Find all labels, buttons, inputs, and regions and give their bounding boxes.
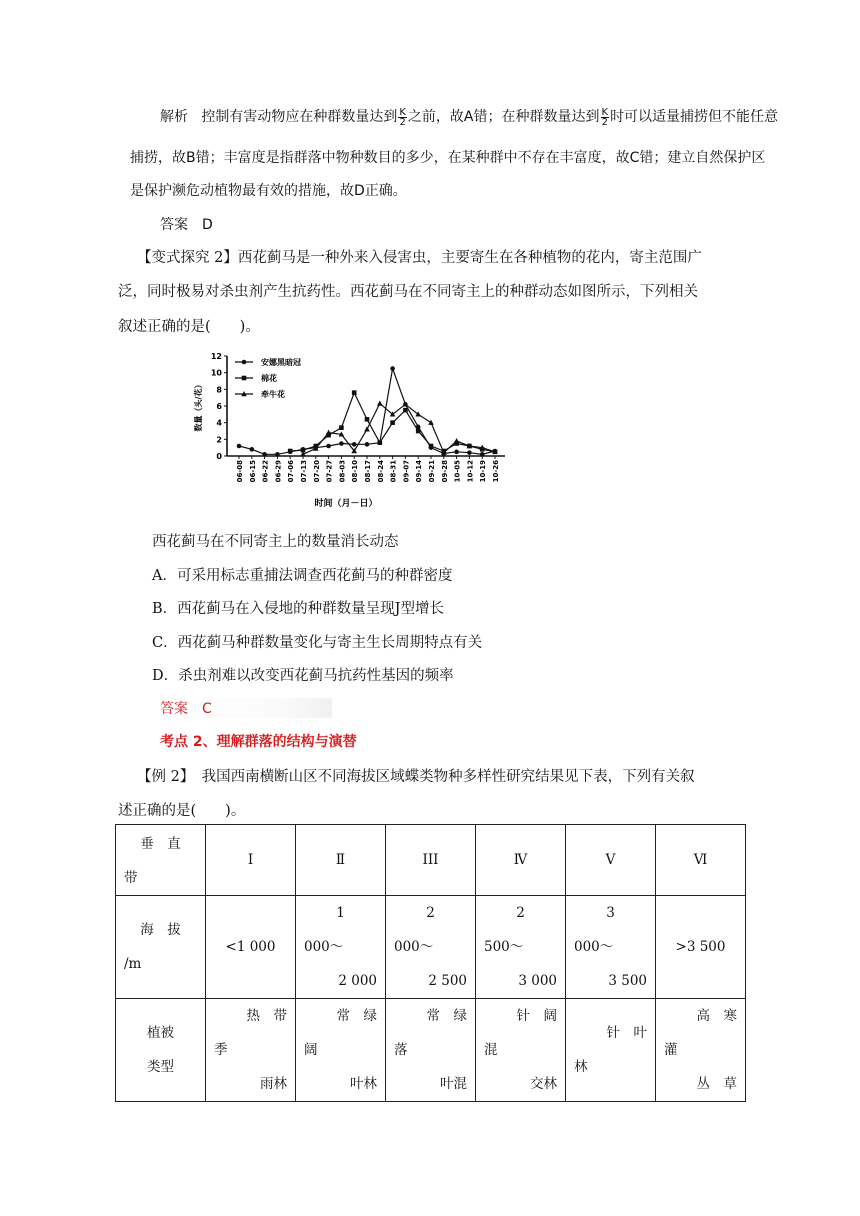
zone-5: Ⅴ <box>566 825 656 896</box>
y-tick-label: 12 <box>210 352 222 361</box>
answer-d: 答案 D <box>160 217 213 233</box>
variant-line-1: 【变式探究 2】西花蓟马是一种外来入侵害虫，主要寄生在各种植物的花内，寄主范围广 <box>137 250 702 266</box>
header-label-cell <box>116 825 206 896</box>
data-point <box>262 452 267 457</box>
chart-legend <box>235 357 301 399</box>
altitude-label-2: /m <box>124 956 142 972</box>
answer-c: 答案 C <box>160 698 332 718</box>
x-tick-label: 06-22 <box>261 460 270 483</box>
veg-label-2: 类型 <box>147 1059 174 1075</box>
butterfly-diversity-table <box>115 824 746 1102</box>
example-line-1: 【例 2】 我国西南横断山区不同海拔区域蝶类物种多样性研究结果见下表，下列有关叙 <box>137 769 695 785</box>
legend-label: 安娜黑暗冠 <box>261 358 301 367</box>
x-tick-label: 06-15 <box>248 460 257 483</box>
data-point <box>480 452 485 457</box>
altitude-cell: >3 500 <box>656 896 746 999</box>
x-tick-label: 06-29 <box>274 460 283 483</box>
data-point <box>467 450 472 455</box>
analysis-line-1 <box>160 106 778 127</box>
zone-4: Ⅳ <box>476 825 566 896</box>
y-tick-label: 10 <box>210 368 222 378</box>
x-tick-label: 10-12 <box>466 460 475 483</box>
k-over-2-fraction-2: $\frac{K}{2}$ <box>601 106 609 128</box>
x-tick-label: 08-17 <box>364 460 372 483</box>
x-tick-label: 07-06 <box>287 460 296 483</box>
data-point <box>429 444 434 449</box>
zone-6: Ⅵ <box>656 825 746 896</box>
data-point <box>352 390 357 395</box>
x-tick-label: 07-27 <box>325 460 334 483</box>
y-tick-label: 0 <box>216 452 222 461</box>
y-tick-label: 8 <box>216 385 222 395</box>
data-point <box>390 420 395 425</box>
veg-cell: 针 叶 林 <box>566 999 656 1102</box>
x-tick-label: 10-19 <box>479 460 488 483</box>
table-row-altitude <box>116 896 746 999</box>
data-point <box>250 447 255 452</box>
option-a: A．可采用标志重捕法调查西花蓟马的种群密度 <box>152 568 453 584</box>
legend-label: 棉花 <box>261 374 277 383</box>
data-point <box>352 442 357 447</box>
zone-3: III <box>386 825 476 896</box>
header-label-2: 带 <box>124 870 138 886</box>
option-b: B．西花蓟马在入侵地的种群数量呈现J型增长 <box>152 601 444 617</box>
x-tick-label: 10-26 <box>492 460 500 483</box>
altitude-label-1: 海 拔 <box>140 922 181 938</box>
veg-cell: 高 寒 灌 丛 草 <box>656 999 746 1102</box>
altitude-label-cell <box>116 896 206 999</box>
analysis-line-3: 是保护濒危动植物最有效的措施，故D正确。 <box>130 183 407 199</box>
analysis-label: 解析 <box>160 109 188 125</box>
variant-line-3: 叙述正确的是( )。 <box>118 319 260 335</box>
x-tick-label: 08-31 <box>389 460 398 483</box>
chart-axes <box>193 352 505 509</box>
data-point <box>365 417 370 422</box>
veg-cell: 常 绿 落 叶混 <box>386 999 476 1102</box>
analysis-text-c: 时可以适量捕捞但不能任意 <box>610 109 779 125</box>
veg-cell: 针 阔 混 交林 <box>476 999 566 1102</box>
table-row-vegetation <box>116 999 746 1102</box>
data-point <box>416 429 421 434</box>
section-heading: 考点 2、理解群落的结构与演替 <box>160 734 357 750</box>
x-tick-label: 06-08 <box>236 460 244 483</box>
altitude-cell: 1 000～ 2 000 <box>296 896 386 999</box>
k-over-2-fraction: $\frac{K}{2}$ <box>399 106 406 128</box>
example-line-2: 述正确的是( )。 <box>118 803 246 819</box>
data-point <box>275 452 280 457</box>
data-point <box>454 450 459 455</box>
data-point <box>365 442 370 447</box>
figure-caption: 西花蓟马在不同寄主上的数量消长动态 <box>152 534 399 550</box>
y-tick-label: 4 <box>216 418 222 428</box>
data-point <box>454 438 460 443</box>
data-point <box>378 440 383 445</box>
data-point <box>390 366 395 371</box>
veg-label-cell <box>116 999 206 1102</box>
zone-2: Ⅱ <box>296 825 386 896</box>
data-point <box>339 425 344 430</box>
veg-label-1: 植被 <box>147 1025 174 1041</box>
x-tick-label: 09-28 <box>440 460 449 483</box>
x-tick-label: 07-13 <box>300 460 308 483</box>
data-point <box>364 426 370 431</box>
x-tick-label: 08-10 <box>351 460 360 483</box>
altitude-cell: 2 500～ 3 000 <box>476 896 566 999</box>
analysis-line-2: 捕捞，故B错；丰富度是指群落中物种数目的多少，在某种群中不存在丰富度，故C错；建立自然保护区 <box>130 150 766 166</box>
data-point <box>242 360 247 365</box>
variant-line-2: 泛，同时极易对杀虫剂产生抗药性。西花蓟马在不同寄主上的种群动态如图所示，下列相关 <box>118 284 698 300</box>
legend-label: 牵牛花 <box>261 390 285 399</box>
x-tick-label: 10-05 <box>453 460 462 483</box>
x-tick-label: 07-20 <box>312 460 321 483</box>
x-tick-label: 08-24 <box>376 460 385 483</box>
data-point <box>242 376 247 381</box>
population-line-chart <box>185 348 515 520</box>
data-point <box>326 444 331 449</box>
altitude-cell: <1 000 <box>206 896 296 999</box>
y-axis-title: 数量（头/花） <box>194 380 203 432</box>
y-tick-label: 6 <box>216 402 222 411</box>
altitude-cell: 3 000～ 3 500 <box>566 896 656 999</box>
altitude-cell: 2 000～ 2 500 <box>386 896 476 999</box>
veg-cell: 热 带 季 雨林 <box>206 999 296 1102</box>
y-tick-label: 2 <box>216 435 222 445</box>
x-tick-label: 09-14 <box>415 460 424 483</box>
series-line <box>303 404 495 455</box>
x-tick-label: 09-21 <box>428 460 436 483</box>
option-d: D．杀虫剂难以改变西花蓟马抗药性基因的频率 <box>152 668 454 684</box>
data-point <box>339 441 344 446</box>
analysis-text-b: 之前，故A错；在种群数量达到 <box>407 109 600 125</box>
data-point <box>428 420 434 425</box>
data-point <box>326 430 332 435</box>
data-point <box>288 449 293 454</box>
x-axis-title: 时间（月－日） <box>314 499 378 509</box>
data-point <box>403 408 408 413</box>
header-label-1: 垂 直 <box>140 836 181 852</box>
option-c: C．西花蓟马种群数量变化与寄主生长周期特点有关 <box>152 635 483 651</box>
x-tick-label: 09-07 <box>402 460 411 483</box>
x-tick-label: 08-03 <box>338 460 347 483</box>
table-row-zone <box>116 825 746 896</box>
zone-1: Ⅰ <box>206 825 296 896</box>
analysis-text-a: 控制有害动物应在种群数量达到 <box>201 109 398 125</box>
data-point <box>377 401 383 406</box>
veg-cell: 常 绿 阔 叶林 <box>296 999 386 1102</box>
data-point <box>237 444 242 449</box>
